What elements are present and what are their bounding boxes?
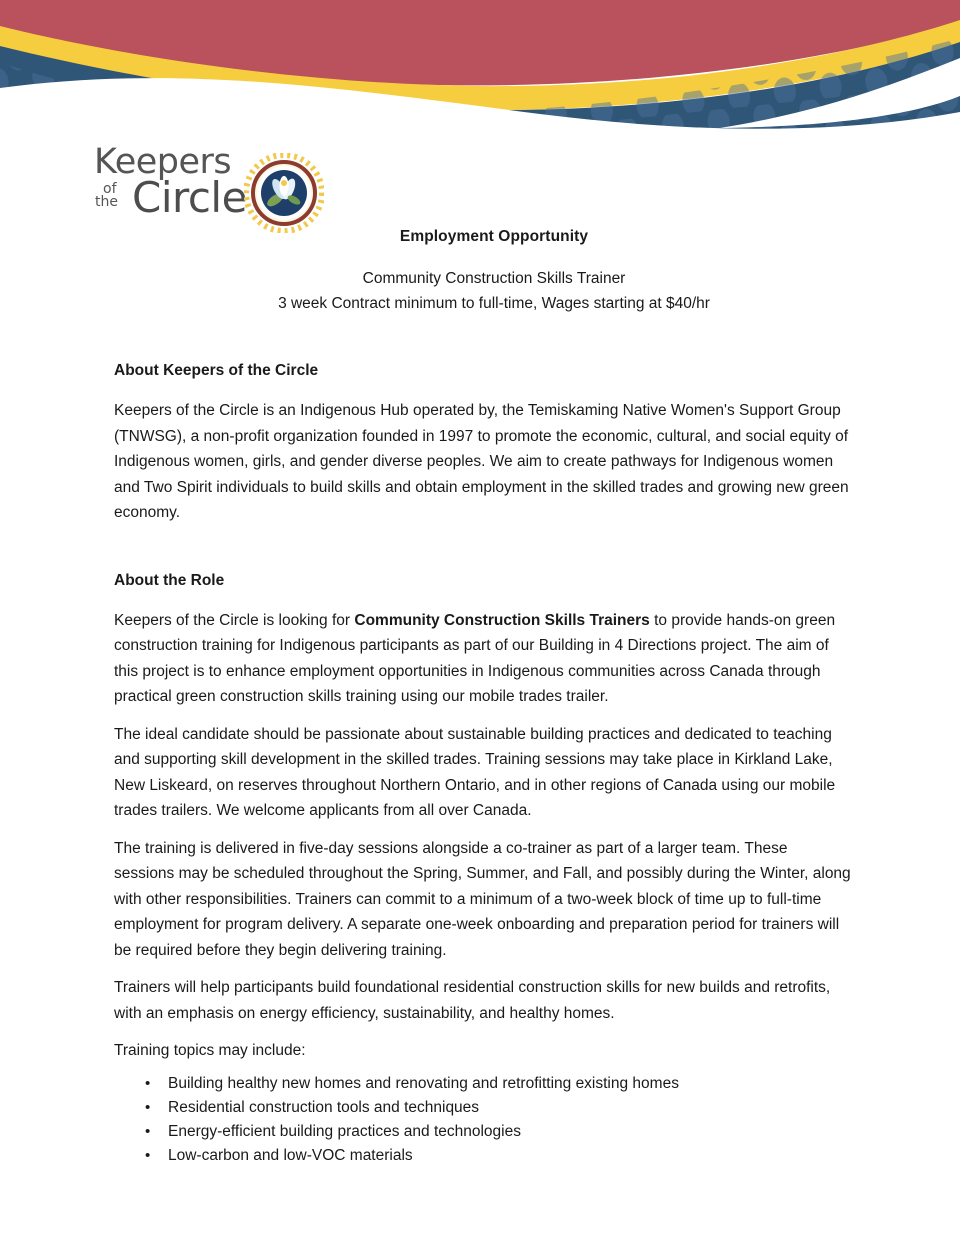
list-item-label: Energy-efficient building practices and technologies (168, 1122, 521, 1140)
list-item (114, 1144, 852, 1168)
list-item-label: Low-carbon and low-VOC materials (168, 1146, 413, 1164)
bullet-icon: • (145, 1074, 151, 1092)
paragraph-about-organization: Keepers of the Circle is an Indigenous Hub operated by, the Temiskaming Native Women's Support Group (TNWSG), a non-profit organization founded in 1997 to promote the economic, cultural, and social equity of Indigenous women, girls, and gender diverse peoples. We aim to create pathways for Indigenous women and Two Spirit individuals to build skills and obtain employment in the skilled trades and growing new green economy. (114, 402, 849, 521)
bullet-icon: • (145, 1146, 151, 1164)
list-item (114, 1072, 852, 1096)
keepers-of-the-circle-logo (92, 142, 332, 239)
role-intro-tail: to provide hands-on green construction training for Indigenous participants as part of our Building in 4 Directions project. The aim of this project is to enhance employment opportunities in Indigenous communities across Canada through practical green construction skills training using our mobile trades trailer. (114, 611, 836, 705)
logo-line-circle: Circle (132, 173, 247, 222)
document-body (114, 228, 852, 1168)
title-block (114, 228, 852, 316)
list-item-label: Residential construction tools and techniques (168, 1098, 480, 1116)
role-intro-emphasis: Community Construction Skills Trainers (354, 611, 650, 629)
paragraph-role-intro (114, 608, 852, 710)
logo-of-the (95, 183, 118, 209)
contract-terms-subtitle: 3 week Contract minimum to full-time, Wages starting at $40/hr (278, 295, 710, 312)
list-item (114, 1120, 852, 1144)
training-topics-intro: Training topics may include: (114, 1042, 306, 1059)
list-item-label: Building healthy new homes and renovating and retrofitting existing homes (168, 1074, 679, 1092)
logo-word-the: the (95, 194, 118, 210)
paragraph-training-schedule: The training is delivered in five-day sessions alongside a co-trainer as part of a larger team. These sessions may be scheduled throughout the Spring, Summer, and Fall, and possibly during the Winter, along with other responsibilities. Trainers can commit to a minimum of a two-week block of time up to full-time employment for program delivery. A separate one-week onboarding and preparation period for trainers will be required before they begin delivering training. (114, 839, 851, 959)
bullet-icon: • (145, 1098, 151, 1116)
logo-wordmark (92, 142, 252, 239)
circular-flower-emblem-icon (244, 153, 324, 233)
paragraph-trainer-skills: Trainers will help participants build foundational residential construction skills for new builds and retrofits, with an emphasis on energy efficiency, sustainability, and healthy homes. (114, 979, 831, 1022)
role-intro-lead: Keepers of the Circle is looking for (114, 611, 355, 629)
logo-word-of: of (103, 181, 117, 197)
job-role-subtitle: Community Construction Skills Trainer (362, 270, 626, 287)
page-title: Employment Opportunity (399, 228, 589, 245)
logo-line-keepers: Keepers (94, 142, 232, 182)
section-heading-about-organization: About Keepers of the Circle (114, 362, 319, 379)
list-item (114, 1096, 852, 1120)
paragraph-ideal-candidate: The ideal candidate should be passionate about sustainable building practices and dedicated to teaching and supporting skill development in the skilled trades. Training sessions may take place in Kirkland Lake, New Liskeard, on reserves throughout Northern Ontario, and in other regions of Canada using our mobile trades trailers. We welcome applicants from all over Canada. (114, 725, 836, 819)
decorative-wave-banner (0, 0, 960, 140)
bullet-icon: • (145, 1122, 151, 1140)
section-heading-about-role: About the Role (114, 571, 225, 589)
training-topics-list (114, 1072, 852, 1168)
